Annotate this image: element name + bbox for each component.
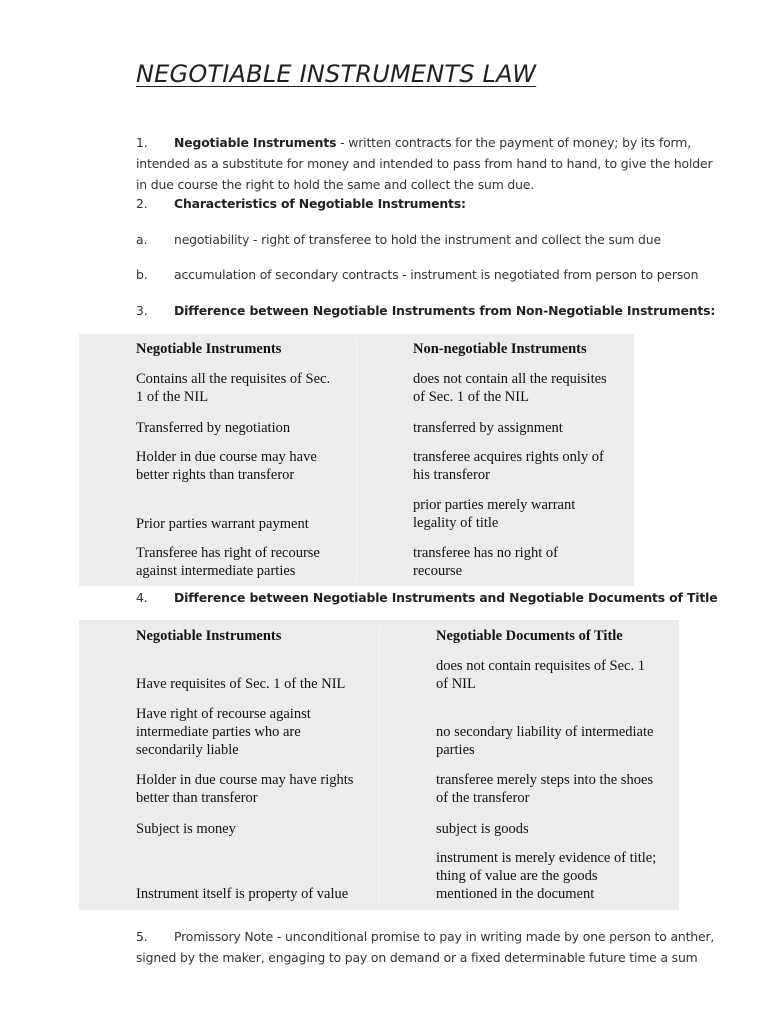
table1-row2-left: Transferred by negotiation — [136, 420, 291, 436]
table-column-divider — [379, 626, 380, 904]
table1-header-left: Negotiable Instruments — [136, 341, 282, 357]
table2-row2-right: no secondary liability of intermediate parties — [436, 724, 654, 758]
item-3-term: Difference between Negotiable Instruments from Non-Negotiable Instruments: — [174, 303, 716, 318]
table2-row5-right: instrument is merely evidence of title; thing of value are the goods mentioned in the document — [436, 850, 657, 902]
table2-row5-left: Instrument itself is property of value — [136, 886, 349, 902]
item-5-number: 5. — [136, 929, 148, 944]
table2-header-right: Negotiable Documents of Title — [436, 628, 623, 644]
table2-row1-right: does not contain requisites of Sec. 1 of NIL — [436, 658, 645, 692]
table2-header-left: Negotiable Instruments — [136, 628, 282, 644]
table1-row3-left: Holder in due course may have better rights than transferor — [136, 449, 317, 483]
item-a — [136, 232, 661, 247]
item-2-heading — [136, 196, 466, 211]
item-3-number: 3. — [136, 303, 148, 318]
item-b-letter: b. — [136, 267, 148, 282]
item-4-term: Difference between Negotiable Instruments and Negotiable Documents of Title — [174, 590, 718, 605]
table2-row2-left: Have right of recourse against intermediate parties who are secondarily liable — [136, 706, 311, 758]
item-1-number: 1. — [136, 135, 148, 150]
table1-row1-right: does not contain all the requisites of Sec. 1 of the NIL — [413, 371, 607, 405]
table1-row4-right: prior parties merely warrant legality of title — [413, 497, 576, 531]
item-5-text: Promissory Note - unconditional promise to pay in writing made by one person to anther, signed by the maker, engaging to pay on demand or a fixed determinable future time a sum — [136, 929, 715, 965]
item-a-letter: a. — [136, 232, 148, 247]
item-4-heading — [136, 590, 717, 605]
table2-row3-right: transferee merely steps into the shoes of the transferor — [436, 772, 654, 806]
table2-row1-left: Have requisites of Sec. 1 of the NIL — [136, 676, 346, 692]
item-1-paragraph — [136, 132, 716, 195]
item-1-term: Negotiable Instruments — [174, 135, 337, 150]
table2-row4-left: Subject is money — [136, 821, 236, 837]
item-b — [136, 267, 698, 282]
table1-row1-left: Contains all the requisites of Sec. 1 of the NIL — [136, 371, 331, 405]
table2-row4-right: subject is goods — [436, 821, 529, 837]
table1-row2-right: transferred by assignment — [413, 420, 563, 436]
table1-row5-left: Transferee has right of recourse against intermediate parties — [136, 545, 320, 579]
table1-header-right: Non-negotiable Instruments — [413, 341, 587, 357]
table2-row3-left: Holder in due course may have rights better than transferor — [136, 772, 354, 806]
comparison-table-documents-of-title — [79, 620, 679, 910]
table1-row3-right: transferee acquires rights only of his transferor — [413, 449, 604, 483]
table-column-divider — [356, 340, 357, 580]
item-b-text: accumulation of secondary contracts - instrument is negotiated from person to person — [174, 267, 699, 282]
item-a-text: negotiability - right of transferee to hold the instrument and collect the sum due — [174, 232, 661, 247]
item-3-heading — [136, 303, 715, 318]
item-1-text: - written contracts for the payment of money; by its form, intended as a substitute for money and intended to pass from hand to hand, to give the holder in due course the right to hold the same and collect the sum due. — [136, 135, 713, 192]
table1-row4-left: Prior parties warrant payment — [136, 516, 309, 532]
item-5-paragraph — [136, 926, 716, 968]
document-title: NEGOTIABLE INSTRUMENTS LAW — [136, 60, 537, 88]
comparison-table-non-negotiable — [79, 334, 634, 586]
table1-row5-right: transferee has no right of recourse — [413, 545, 558, 579]
item-2-number: 2. — [136, 196, 148, 211]
item-2-term: Characteristics of Negotiable Instruments: — [174, 196, 466, 211]
item-4-number: 4. — [136, 590, 148, 605]
